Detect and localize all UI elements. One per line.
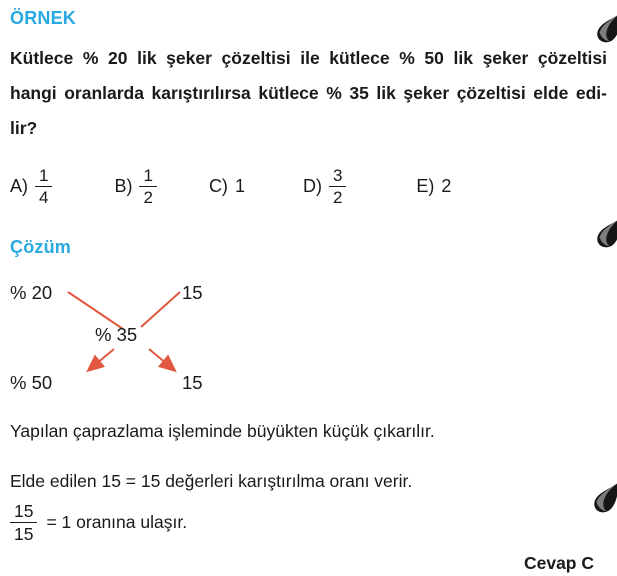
option-d <box>303 166 346 207</box>
ink-drop-icon <box>591 481 617 515</box>
result-fraction <box>10 501 37 544</box>
option-b-fraction <box>139 166 156 207</box>
diagram-center-value: % 35 <box>95 324 138 345</box>
fraction-denominator: 2 <box>332 187 343 207</box>
fraction-denominator: 15 <box>14 524 34 544</box>
option-c-value: 1 <box>234 175 245 196</box>
option-d-label: D) <box>302 175 322 196</box>
explanation-line-2: Elde edilen 15 = 15 değerleri karıştırılma oranı verir. <box>10 471 413 491</box>
option-b <box>114 166 156 207</box>
question-line: lir? <box>10 118 38 138</box>
ink-drop-icon <box>594 216 617 250</box>
diagram-top-right-value: 15 <box>182 282 203 303</box>
fraction-numerator: 15 <box>10 501 37 523</box>
fraction-numerator: 1 <box>35 166 52 187</box>
option-a <box>10 166 52 207</box>
diagram-bottom-left-value: % 50 <box>10 372 53 393</box>
question-text <box>10 41 607 146</box>
example-heading: ÖRNEK <box>10 8 77 28</box>
option-a-fraction <box>35 166 52 207</box>
option-a-label: A) <box>10 175 28 196</box>
question-line: Kütlece % 20 lik şeker çözeltisi ile kütlece % 50 lik şeker çözeltisi <box>10 48 607 68</box>
result-fraction-tail: = 1 oranına ulaşır. <box>46 512 188 532</box>
ink-drop-icon <box>594 11 617 45</box>
option-c <box>209 176 245 197</box>
option-c-label: C) <box>208 175 228 196</box>
fraction-denominator: 2 <box>143 187 153 207</box>
result-fraction-row <box>10 501 607 544</box>
diagram-top-left-value: % 20 <box>10 282 53 303</box>
option-b-label: B) <box>114 175 133 196</box>
option-e <box>416 176 451 197</box>
fraction-numerator: 1 <box>139 166 156 187</box>
cross-multiplication-diagram <box>10 282 280 402</box>
fraction-numerator: 3 <box>329 166 346 187</box>
question-line: hangi oranlarda karıştırılırsa kütlece % 35 lik şeker çözeltisi elde edi- <box>10 83 607 103</box>
diagram-bottom-right-value: 15 <box>182 372 203 393</box>
option-e-value: 2 <box>441 175 452 196</box>
option-d-fraction <box>329 166 346 207</box>
explanation-line-1: Yapılan çaprazlama işleminde büyükten küçük çıkarılır. <box>10 421 435 441</box>
solution-heading: Çözüm <box>10 237 71 257</box>
option-e-label: E) <box>416 175 435 196</box>
final-answer: Cevap C <box>523 553 594 573</box>
answer-options-row <box>10 162 607 210</box>
fraction-denominator: 4 <box>39 187 49 207</box>
